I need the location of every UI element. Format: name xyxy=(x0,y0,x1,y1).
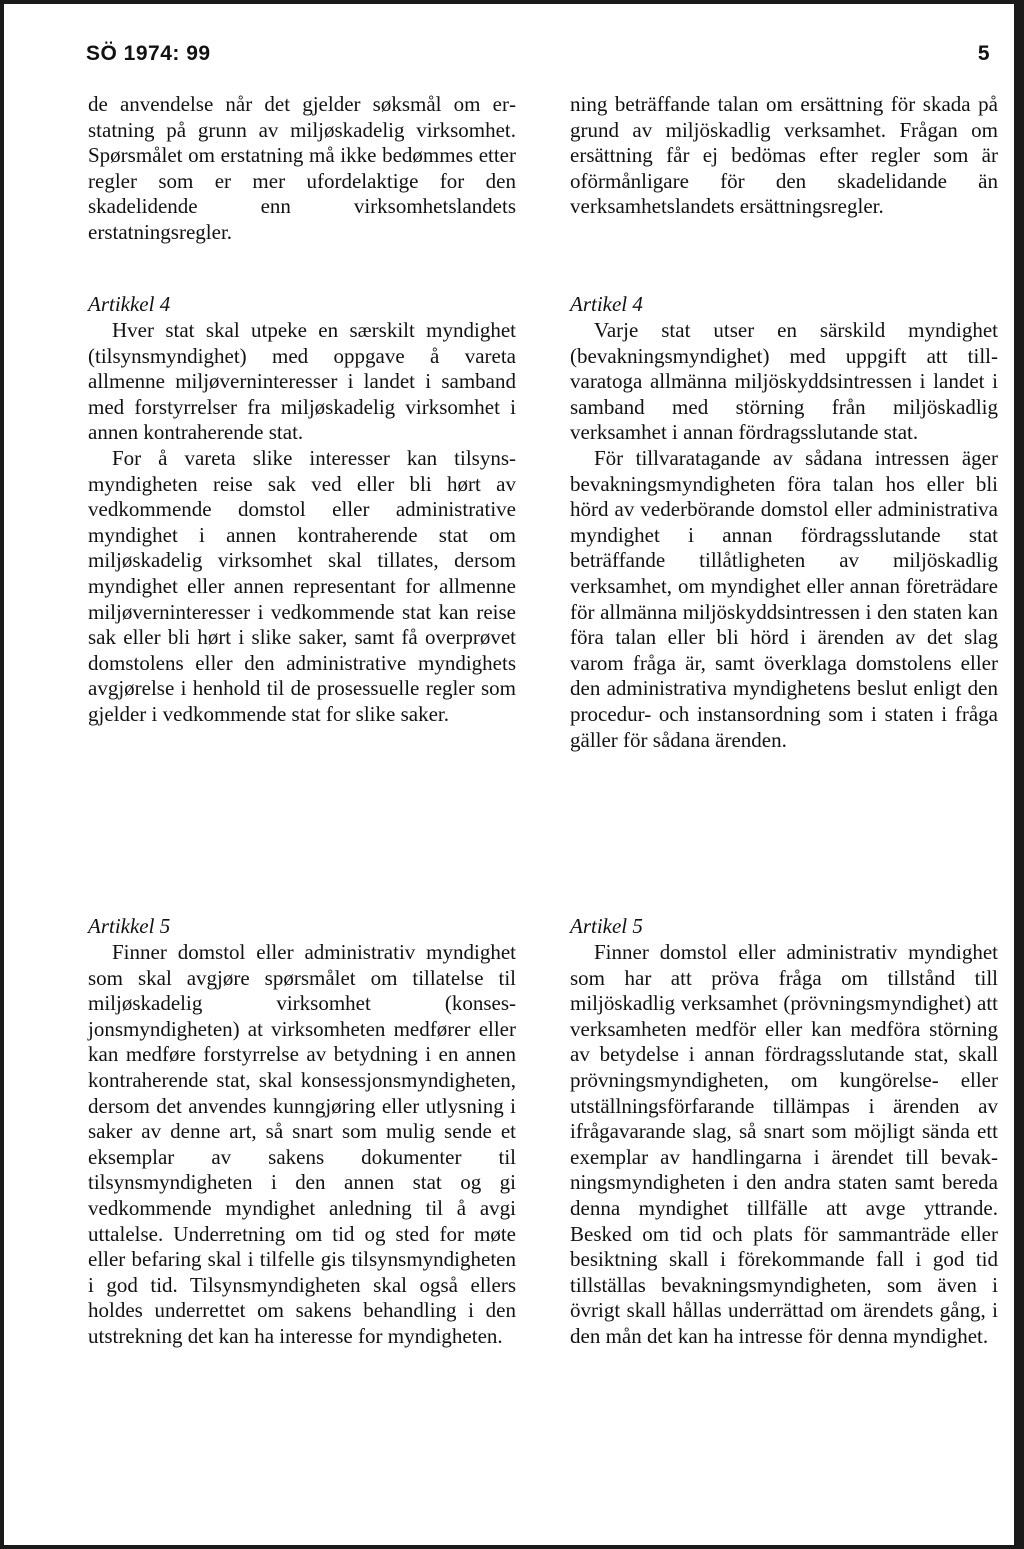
norwegian-article-5-heading: Artikkel 5 xyxy=(88,914,171,938)
norwegian-article-5-paragraph-1: Finner domstol eller administrativ myndighet som skal avgjøre spørsmålet om tillatelse til miljøskadelig virksomhet (konsesjonsmyndigheten) at virksomheten medfører eller kan medføre forstyrrelse av betydning i en annen kontraherende stat, skal konsessjonsmyndigheten, dersom det anvendes kunngjøring eller utlysning i saker av denne art, så snart som mulig sende et eksemplar av sakens dokumenter til tilsynsmyndigheten i den annen stat og gi vedkommende myndighet anledning til å avgi uttalelse. Underretning om tid og sted for møte eller befaring skal i tilfelle gis tilsynsmyndigheten i god tid. Tilsynsmyndigheten skal også ellers holdes underrettet om sakens behandling i den utstrekning det kan ha interesse for myndigheten. xyxy=(88,940,516,1348)
swedish-intro xyxy=(570,92,998,220)
swedish-article-5 xyxy=(570,940,998,1350)
page-number: 5 xyxy=(977,42,990,65)
norwegian-article-4-heading: Artikkel 4 xyxy=(88,292,171,316)
swedish-article-4-heading: Artikel 4 xyxy=(570,292,643,316)
document-reference: SÖ 1974: 99 xyxy=(86,42,211,65)
norwegian-article-5 xyxy=(88,940,516,1350)
swedish-article-4-paragraph-2: För tillvaratagande av sådana intressen äger bevakningsmyndigheten föra talan hos eller bli hörd av vederbörande domstol eller administrativa myndighet i annan fördragsslutande stat beträffande tillåtligheten av miljöskadlig verksamhet, om myndighet eller annan företrädare för allmänna miljöskyddsintressen i den staten kan föra talan eller bli hörd i ärenden av det slag varom fråga är, samt överklaga domstolens eller den administrativa myndighetens beslut enligt den procedur- och instansordning som i staten i fråga gäller för sådana ärenden. xyxy=(570,445,998,752)
norwegian-article-4-paragraph-2: For å vareta slike interesser kan tilsynsmyndigheten reise sak ved eller bli hørt av vedkommende domstol eller administrative myndighet i annen kontraherende stat om miljøskadelig virksomhet skal tillates, dersom myndighet eller annen representant for allmenne miljøverninteresser i vedkommende stat kan reise sak eller bli hørt i slike saker, samt få overprøvet domstolens eller den administrative myndighets avgjørelse i henhold til de prosessuelle regler som gjelder i vedkommende stat for slike saker. xyxy=(88,445,516,726)
swedish-intro-paragraph: ning beträffande talan om ersättning för skada på grund av miljöskadlig verksamhet. Frågan om ersättning får ej bedömas efter regler som är oförmånligare för den skadelidande än verksamhetslandets ersättningsregler. xyxy=(570,92,998,219)
norwegian-intro-paragraph: de anvendelse når det gjelder søksmål om erstatning på grunn av miljøskadelig virksomhet. Spørsmålet om erstatning må ikke bedømmes etter regler som er mer ufordelaktige for den skadelidende enn virksomhetslandets erstatningsregler. xyxy=(88,92,516,244)
norwegian-article-4 xyxy=(88,318,516,728)
swedish-article-4-paragraph-1: Varje stat utser en särskild myndighet (bevakningsmyndighet) med uppgift att tillvaratoga allmänna miljöskyddsintressen i landet i samband med störning från miljöskadlig verksamhet i annan fördragsslutande stat. xyxy=(570,318,998,445)
norwegian-intro xyxy=(88,92,516,246)
document-page xyxy=(4,4,1014,1545)
swedish-article-5-heading: Artikel 5 xyxy=(570,914,643,938)
swedish-article-4 xyxy=(570,318,998,753)
swedish-article-5-paragraph-1: Finner domstol eller administrativ myndighet som har att pröva fråga om tillstånd till miljöskadlig verksamhet (prövningsmyndighet) att verksamheten medför eller kan medföra störning av betydelse i annan fördragsslutande stat, skall prövningsmyndigheten, om kungörelse- eller utställningsförfarande tillämpas i ärenden av ifrågavarande slag, så snart som möjligt sända ett exemplar av handlingarna i ärendet till bevakningsmyndigheten i den andra staten samt bereda denna myndighet tillfälle att avge yttrande. Besked om tid och plats för sammanträde eller besiktning skall i förekommande fall i god tid tillställas bevakningsmyndigheten, som även i övrigt skall hållas underrättad om ärendets gång, i den mån det kan ha intresse för denna myndighet. xyxy=(570,940,998,1348)
norwegian-article-4-paragraph-1: Hver stat skal utpeke en særskilt myndighet (tilsynsmyndighet) med oppgave å vareta allmenne miljøverninteresser i landet i samband med forstyrrelser fra miljøskadelig virksomhet i annen kontraherende stat. xyxy=(88,318,516,445)
